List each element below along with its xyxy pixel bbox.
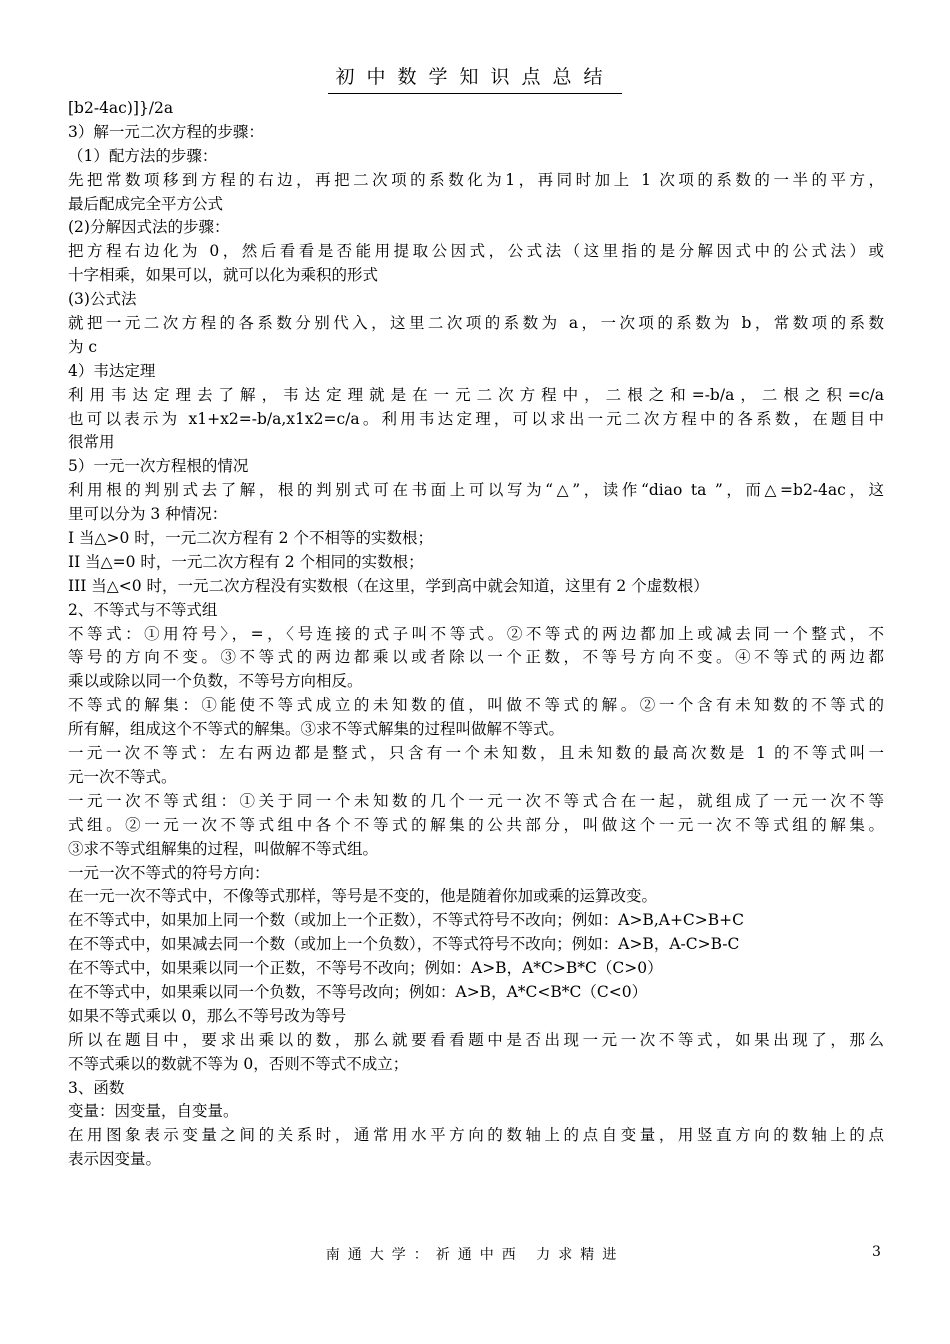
text-line: 一元一次不等式：左右两边都是整式，只含有一个未知数，且未知数的最高次数是 1 的不等式叫一 bbox=[68, 744, 884, 763]
text-line: 把方程右边化为 0，然后看看是否能用提取公因式，公式法（这里指的是分解因式中的公式法）或 bbox=[68, 242, 884, 261]
text-line: 5）一元一次方程根的情况 bbox=[68, 457, 249, 476]
text-line: 不等式：①用符号〉，=，〈号连接的式子叫不等式。②不等式的两边都加上或减去同一个整式，不 bbox=[68, 624, 884, 643]
text-line: 在一元一次不等式中，不像等式那样，等号是不变的，他是随着你加或乘的运算改变。 bbox=[68, 887, 658, 906]
text-line: 在不等式中，如果减去同一个数（或加上一个负数），不等式符号不改向；例如：A>B，A-C>B-C bbox=[68, 935, 740, 954]
text-line: 为 c bbox=[68, 337, 98, 356]
text-line: 不等式的解集：①能使不等式成立的未知数的值，叫做不等式的解。②一个含有未知数的不等式的 bbox=[68, 696, 884, 715]
text-line: 元一次不等式。 bbox=[68, 767, 177, 786]
text-line: 十字相乘，如果可以，就可以化为乘积的形式 bbox=[68, 266, 379, 285]
text-line: 最后配成完全平方公式 bbox=[68, 194, 224, 213]
text-line: 3）解一元二次方程的步骤： bbox=[68, 122, 264, 141]
text-line: 在用图象表示变量之间的关系时，通常用水平方向的数轴上的点自变量，用竖直方向的数轴上的点 bbox=[68, 1126, 884, 1145]
text-line: III 当△<0 时，一元二次方程没有实数根（在这里，学到高中就会知道，这里有 2 个虚数根） bbox=[68, 576, 709, 595]
header-rule bbox=[328, 93, 622, 94]
page-header-title: 初中数学知识点总结 bbox=[335, 66, 615, 88]
text-line: 如果不等式乘以 0，那么不等号改为等号 bbox=[68, 1006, 347, 1025]
text-line: 所以在题目中，要求出乘以的数，那么就要看看题中是否出现一元一次不等式，如果出现了，那么 bbox=[68, 1030, 884, 1049]
text-line: 不等式乘以的数就不等为 0，否则不等式不成立； bbox=[68, 1054, 409, 1073]
page-number: 3 bbox=[872, 1244, 881, 1260]
text-line: 里可以分为 3 种情况： bbox=[68, 505, 228, 524]
text-line: 就把一元二次方程的各系数分别代入，这里二次项的系数为 a，一次项的系数为 b，常数项的系数 bbox=[68, 314, 884, 333]
text-line: 先把常数项移到方程的右边，再把二次项的系数化为1，再同时加上 1 次项的系数的一半的平方， bbox=[68, 170, 884, 189]
text-line: 在不等式中，如果乘以同一个负数，不等号改向；例如：A>B，A*C<B*C（C<0） bbox=[68, 982, 648, 1001]
text-line: 所有解，组成这个不等式的解集。③求不等式解集的过程叫做解不等式。 bbox=[68, 720, 565, 739]
text-line: 利用韦达定理去了解，韦达定理就是在一元二次方程中，二根之和=-b/a，二根之积=c/a bbox=[68, 385, 884, 404]
text-line: (2)分解因式法的步骤： bbox=[68, 218, 230, 237]
text-line: (3)公式法 bbox=[68, 290, 137, 309]
text-line: 3、函数 bbox=[68, 1078, 125, 1097]
text-line: 一元一次不等式组：①关于同一个未知数的几个一元一次不等式合在一起，就组成了一元一次不等 bbox=[68, 791, 884, 810]
text-line: I 当△>0 时，一元二次方程有 2 个不相等的实数根； bbox=[68, 529, 433, 548]
text-line: [b2-4ac)]}/2a bbox=[68, 99, 174, 117]
text-line: 变量：因变量，自变量。 bbox=[68, 1102, 239, 1121]
text-line: （1）配方法的步骤： bbox=[68, 146, 218, 165]
text-line: II 当△=0 时，一元二次方程有 2 个相同的实数根； bbox=[68, 552, 424, 571]
text-line: 利用根的判别式去了解，根的判别式可在书面上可以写为“△”，读作“diao ta ”，而△=b2-4ac，这 bbox=[68, 481, 884, 500]
text-line: 4）韦达定理 bbox=[68, 361, 156, 380]
page-footer: 南通大学：祈通中西 力求精进 bbox=[325, 1247, 625, 1263]
text-line: 2、不等式与不等式组 bbox=[68, 600, 218, 619]
text-line: 等号的方向不变。③不等式的两边都乘以或者除以一个正数，不等号方向不变。④不等式的两边都 bbox=[68, 648, 884, 667]
text-line: 一元一次不等式的符号方向： bbox=[68, 863, 270, 882]
text-line: 在不等式中，如果乘以同一个正数，不等号不改向；例如：A>B，A*C>B*C（C>0） bbox=[68, 959, 663, 978]
text-line: 在不等式中，如果加上同一个数（或加上一个正数），不等式符号不改向；例如：A>B,A+C>B+C bbox=[68, 911, 745, 930]
body-text bbox=[68, 97, 884, 1172]
text-line: 也可以表示为 x1+x2=-b/a,x1x2=c/a。利用韦达定理，可以求出一元二次方程中的各系数，在题目中 bbox=[68, 409, 884, 428]
text-line: ③求不等式组解集的过程，叫做解不等式组。 bbox=[68, 839, 379, 858]
text-line: 很常用 bbox=[68, 433, 115, 452]
text-line: 乘以或除以同一个负数，不等号方向相反。 bbox=[68, 672, 363, 691]
text-line: 表示因变量。 bbox=[68, 1150, 162, 1169]
text-line: 式组。②一元一次不等式组中各个不等式的解集的公共部分，叫做这个一元一次不等式组的解集。 bbox=[68, 815, 884, 834]
